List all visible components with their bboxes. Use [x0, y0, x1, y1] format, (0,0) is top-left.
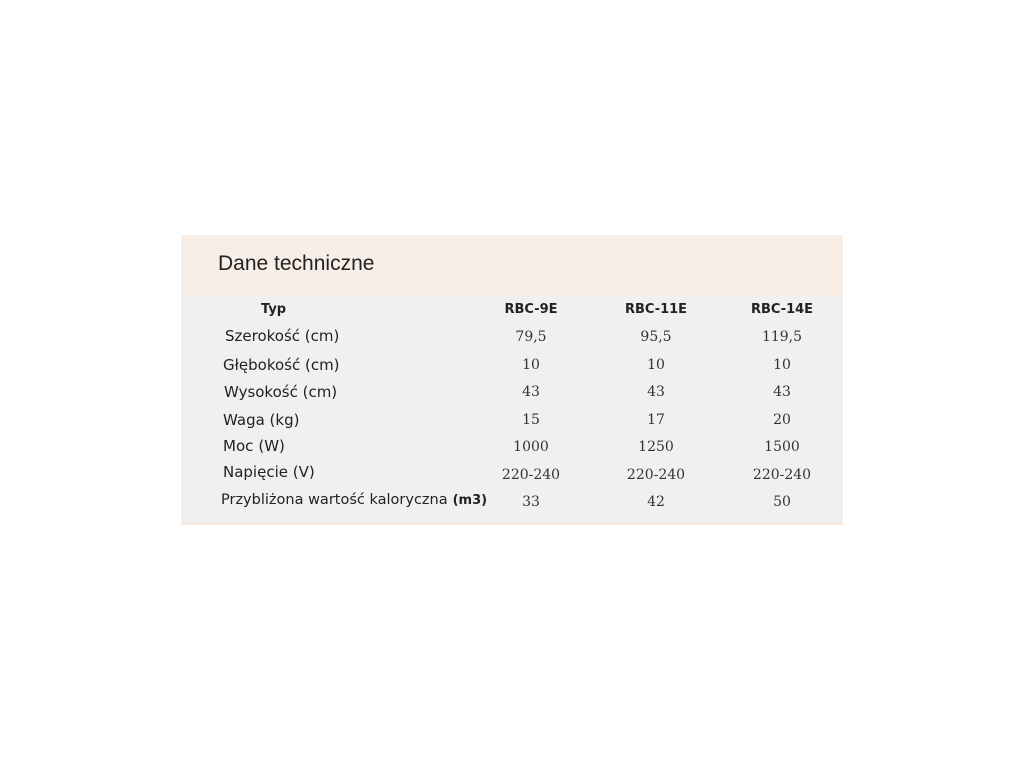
model-header-rbc-9e: RBC-9E: [504, 302, 558, 317]
table-cell: 1500: [764, 439, 800, 455]
page-title: Dane techniczne: [218, 252, 375, 275]
table-cell: 15: [522, 412, 540, 428]
model-header-rbc-14e: RBC-14E: [750, 302, 814, 317]
row-label-text: Szerokość (cm): [225, 327, 340, 345]
table-cell: 220-240: [501, 467, 561, 483]
table-cell: 10: [647, 357, 665, 373]
table-cell: 79,5: [515, 329, 547, 345]
table-cell: 50: [773, 494, 791, 510]
table-cell: 95,5: [640, 329, 672, 345]
row-label-text: Waga (kg): [223, 411, 300, 429]
card-header: [181, 235, 843, 296]
row-label-width: [225, 327, 339, 345]
table-cell: 43: [647, 384, 665, 400]
model-header-rbc-11e: RBC-11E: [624, 302, 688, 317]
table-cell: 119,5: [761, 329, 803, 345]
typ-header: Typ: [261, 302, 287, 317]
row-label-text: Wysokość (cm): [224, 383, 338, 401]
row-label-text: Głębokość (cm): [223, 356, 340, 374]
row-label-voltage: [223, 463, 315, 481]
technical-data-card: [181, 235, 843, 525]
row-label-unit: (m3): [452, 493, 488, 508]
row-label-power: [223, 437, 285, 455]
row-label-weight: [223, 411, 299, 429]
table-cell: 33: [522, 494, 540, 510]
table-cell: 43: [522, 384, 540, 400]
row-label-text: Napięcie (V): [223, 463, 315, 481]
row-label-unit: (W): [258, 437, 285, 455]
table-cell: 10: [522, 357, 540, 373]
table-cell: 20: [773, 412, 791, 428]
table-cell: 1250: [638, 439, 674, 455]
table-cell: 220-240: [752, 467, 812, 483]
table-cell: 43: [773, 384, 791, 400]
table-cell: 17: [647, 412, 665, 428]
table-cell: 42: [647, 494, 665, 510]
row-label-calorific-value: [221, 492, 487, 508]
row-label-text: Przybliżona wartość kaloryczna: [221, 492, 448, 508]
table-cell: 1000: [513, 439, 549, 455]
table-cell: 220-240: [626, 467, 686, 483]
table-cell: 10: [773, 357, 791, 373]
row-label-depth: [223, 356, 340, 374]
row-label-text: Moc: [223, 437, 254, 455]
row-label-height: [224, 383, 337, 401]
